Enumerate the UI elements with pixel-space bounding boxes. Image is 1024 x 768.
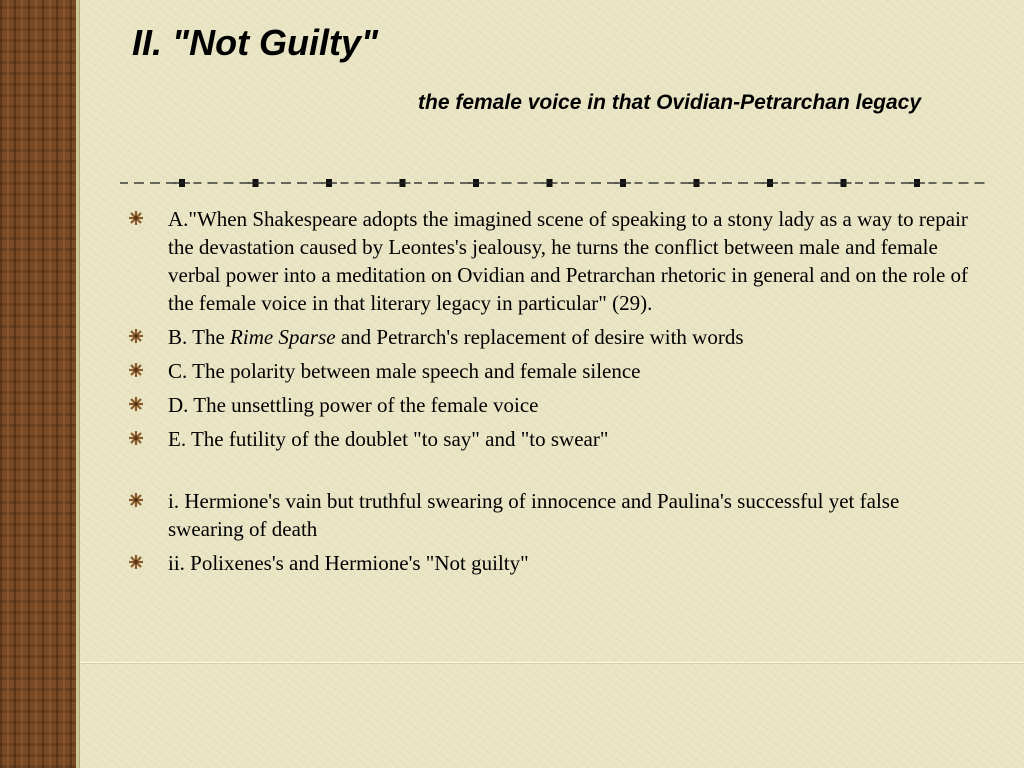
bullet-item	[128, 391, 978, 419]
bullet-item	[128, 357, 978, 385]
bullet-text: E. The futility of the doublet "to say" and "to swear"	[168, 427, 609, 451]
side-wood-band	[0, 0, 76, 768]
bullet-text: C. The polarity between male speech and female silence	[168, 359, 641, 383]
asterisk-bullet-icon	[128, 554, 144, 570]
bullet-text: ii. Polixenes's and Hermione's "Not guilty"	[168, 551, 529, 575]
bullet-text: A."When Shakespeare adopts the imagined scene of speaking to a stony lady as a way to repair the devastation caused by Leontes's jealousy, he turns the conflict between male and female verbal power into a meditation on Ovidian and Petrarchan rhetoric in general and on the role of the female voice in that literary legacy in particular" (29).	[168, 207, 969, 315]
bullet-text: and Petrarch's replacement of desire with words	[335, 325, 744, 349]
bullet-item	[128, 425, 978, 453]
bullet-item	[128, 205, 978, 317]
asterisk-bullet-icon	[128, 210, 144, 226]
asterisk-bullet-icon	[128, 492, 144, 508]
asterisk-bullet-icon	[128, 362, 144, 378]
bullet-text: i. Hermione's vain but truthful swearing of innocence and Paulina's successful yet false swearing of death	[168, 489, 900, 541]
asterisk-bullet-icon	[128, 396, 144, 412]
bullet-list	[128, 205, 978, 583]
bottom-rule	[80, 662, 1024, 663]
asterisk-bullet-icon	[128, 430, 144, 446]
bullet-text-italic: Rime Sparse	[230, 325, 336, 349]
bullet-text: D. The unsettling power of the female voice	[168, 393, 539, 417]
asterisk-bullet-icon	[128, 328, 144, 344]
bullet-item	[128, 487, 978, 543]
side-band-edge	[76, 0, 79, 768]
bullet-item	[128, 323, 978, 351]
dash-dot-divider	[120, 176, 990, 190]
bullet-item	[128, 549, 978, 577]
slide-title: II. "Not Guilty"	[132, 22, 379, 63]
slide-subtitle: the female voice in that Ovidian-Petrarchan legacy	[418, 91, 922, 114]
bullet-text: B. The	[168, 325, 231, 349]
